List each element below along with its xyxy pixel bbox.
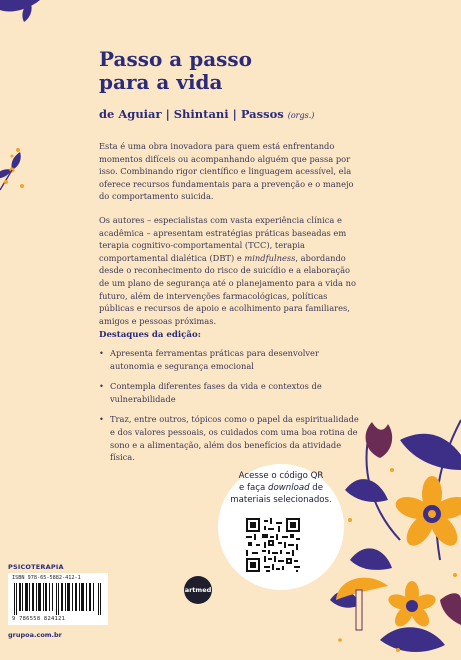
highlight-item	[99, 413, 361, 463]
highlight-text: Apresenta ferramentas práticas para desenvolver autonomia e segurança emocional	[110, 348, 319, 371]
authors-role: (orgs.)	[287, 111, 315, 120]
qr-line2-emphasis: download	[268, 483, 310, 493]
qr-callout-line-1: Acesse o código QR	[238, 471, 324, 481]
bullet-icon: •	[99, 381, 104, 392]
qr-callout-text	[218, 470, 344, 506]
barcode-number: 9 786558 824121	[12, 616, 66, 622]
authors-names: de Aguiar | Shintani | Passos	[99, 107, 284, 121]
left-flower	[0, 152, 21, 190]
authors-paragraph-part-a: Os autores – especialistas com vasta experiência clínica e acadêmica – apresentam estratégias práticas baseadas em terapia cognitivo-comportamental (TCC), terapia comportamental dialética (DBT) e	[99, 215, 347, 263]
title-line-1: Passo a passo	[99, 47, 253, 71]
qr-code[interactable]	[246, 518, 300, 572]
highlight-text: Traz, entre outros, tópicos como o papel da espiritualidade e dos valores pessoais, os cuidados com uma boa rotina de sono e a alimentação, além dos benefícios da atividade física.	[110, 414, 359, 463]
book-title	[99, 48, 419, 94]
intro-paragraph: Esta é uma obra inovadora para quem está enfrentando momentos difíceis ou acompanhando alguém que passa por isso. Combinando rigor científico e linguagem acessível, ela oferece recursos fundamentais para a prevenção e o manejo do comportamento suicida.	[99, 141, 354, 202]
authors-paragraph	[99, 214, 361, 327]
isbn-text: ISBN 978-65-5882-412-1	[12, 575, 81, 581]
barcode-icon	[14, 583, 102, 615]
title-line-2: para a vida	[99, 70, 223, 94]
highlights-heading: Destaques da edição:	[99, 330, 201, 340]
authors-paragraph-part-b: , abordando desde o reconhecimento do risco de suicídio e a elaboração de um plano de segurança até o planejamento para a vida no futuro, além de intervenções farmacológicas, políticas públicas e recursos de apoio e acolhimento para familiares, amigos e pessoas próximas.	[99, 252, 356, 326]
book-category: PSICOTERAPIA	[8, 563, 64, 571]
authors-paragraph-emphasis: mindfulness	[244, 252, 296, 263]
publisher-website[interactable]: grupoa.com.br	[8, 631, 62, 639]
authors-line	[99, 107, 314, 121]
top-left-leaves	[0, 0, 40, 22]
qr-line2-part-a: e faça	[238, 483, 268, 493]
highlight-text: Contempla diferentes fases da vida e contextos de vulnerabilidade	[110, 381, 322, 404]
highlight-item	[99, 347, 361, 372]
highlights-list	[99, 347, 361, 472]
publisher-logo: artmed	[184, 576, 212, 604]
qr-line2-part-b: de	[309, 483, 324, 493]
qr-callout-line-3: materiais selecionados.	[230, 495, 332, 505]
qr-callout-line-2	[218, 482, 344, 494]
bullet-icon: •	[99, 348, 104, 358]
bullet-icon: •	[99, 414, 104, 425]
highlight-item	[99, 380, 361, 405]
